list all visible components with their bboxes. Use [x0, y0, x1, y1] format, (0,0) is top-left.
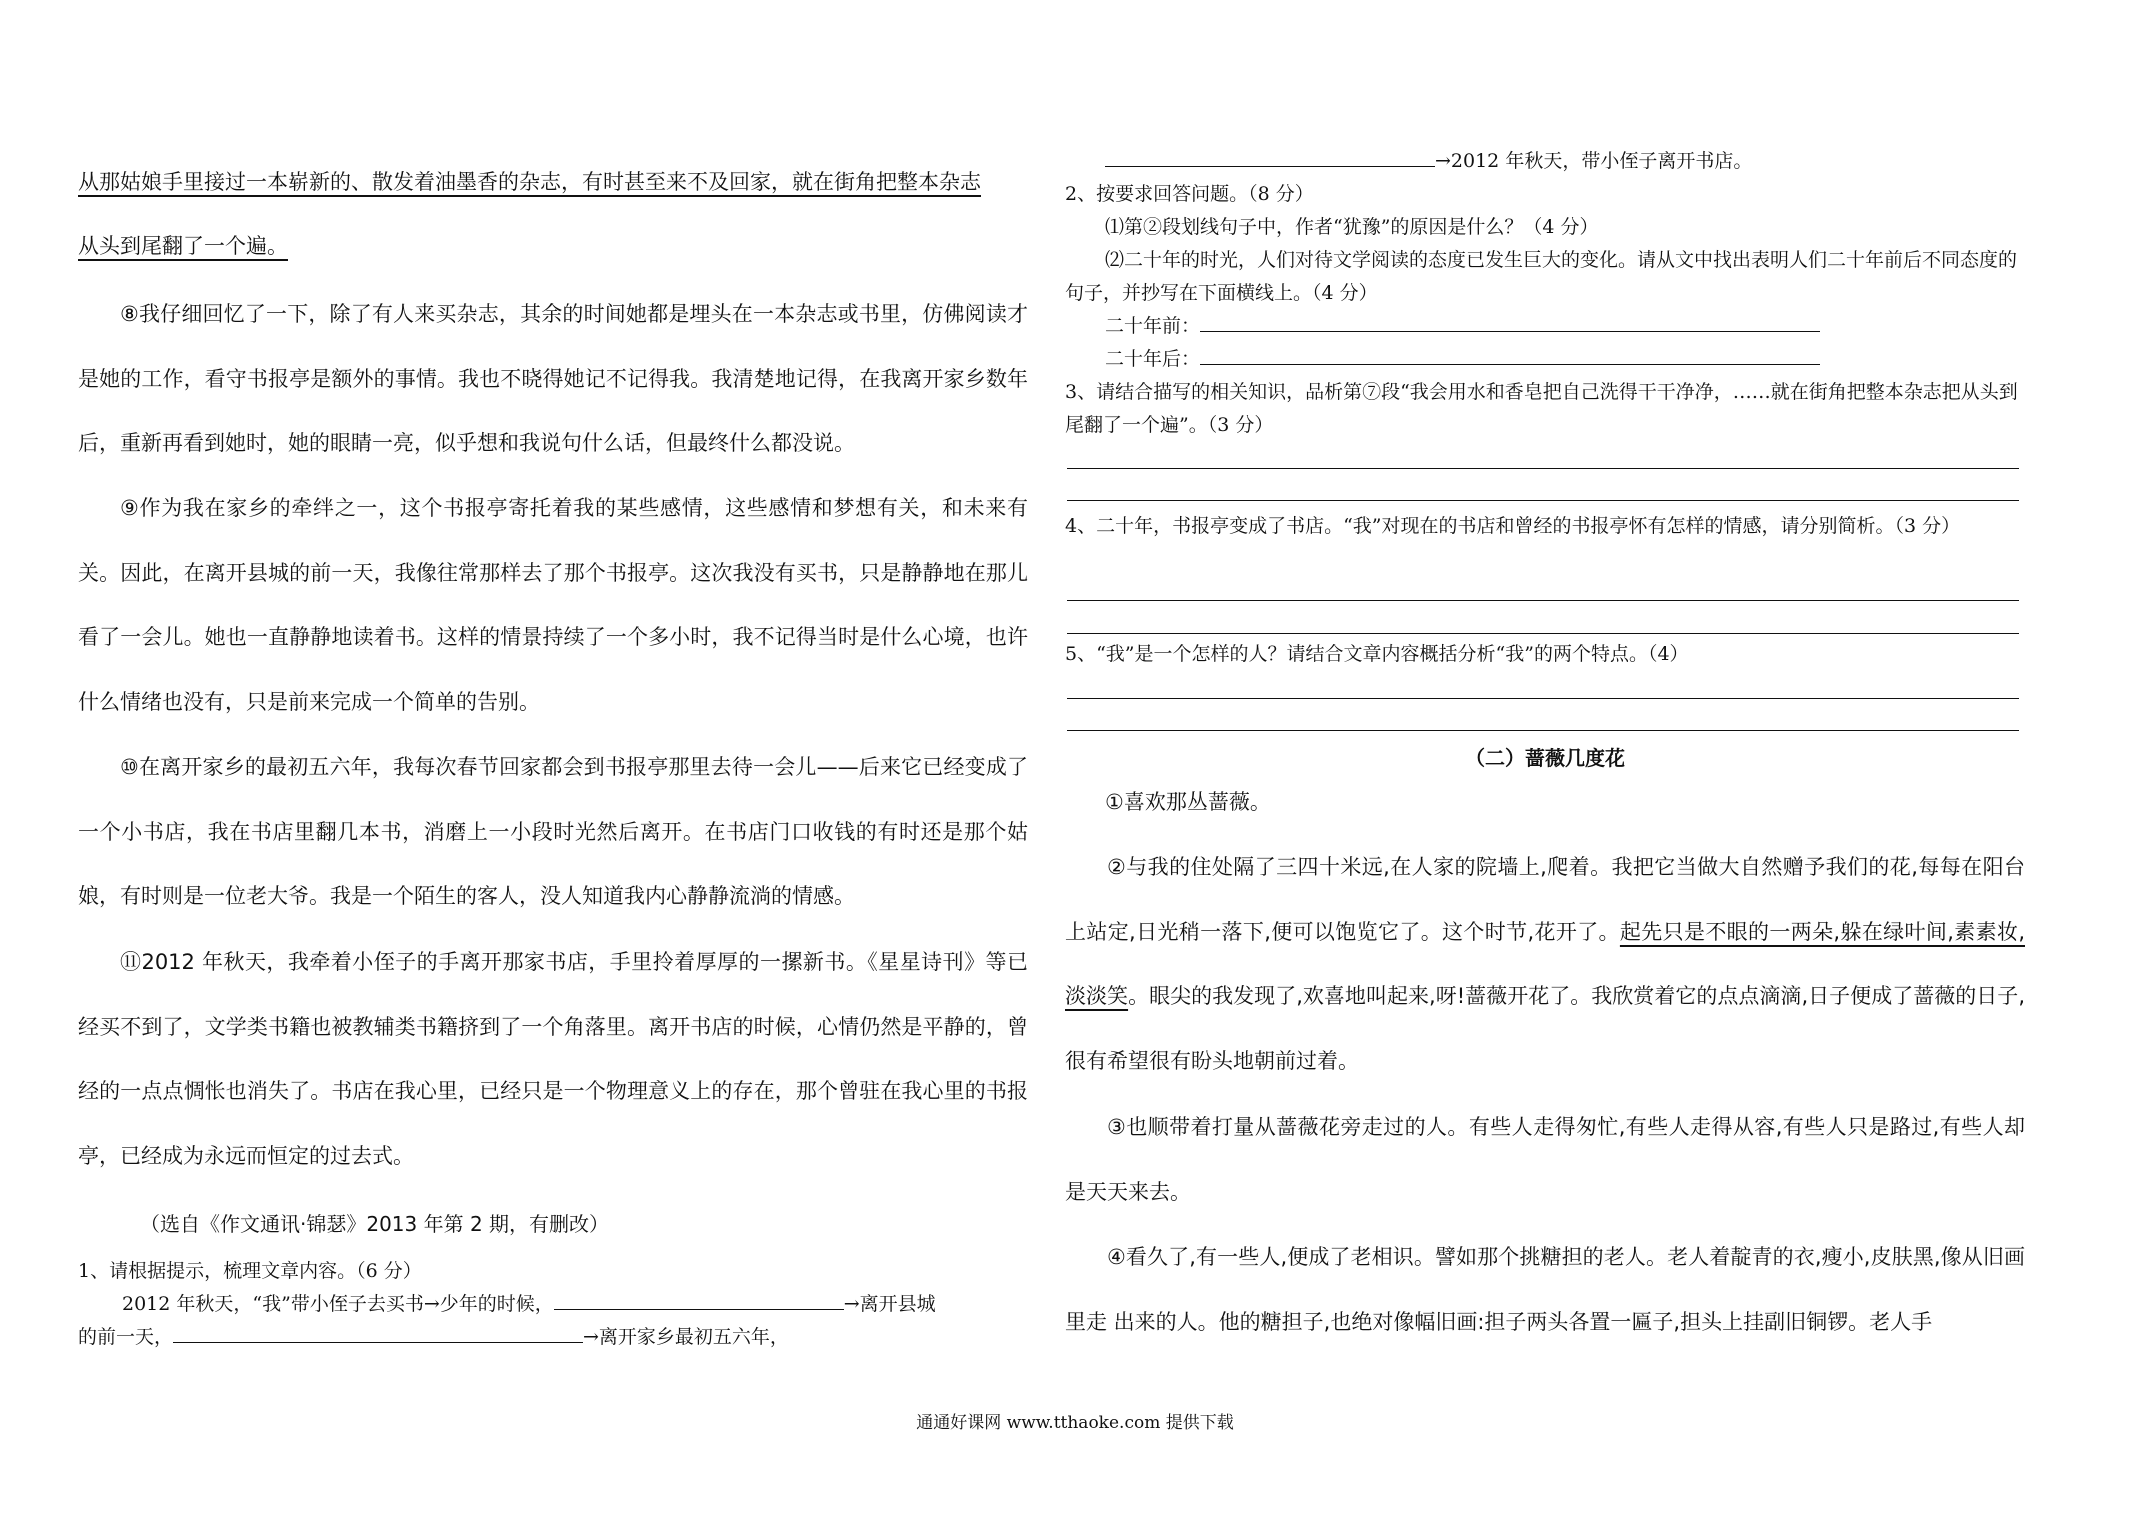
underlined-sentence: 起先只是不眼的一两朵,躲在绿叶间,素素妆,淡淡笑 — [1065, 919, 2025, 1008]
paragraph-7-continuation — [78, 150, 1028, 278]
underlined-sentence-line2: 从头到尾翻了一个遍。 — [78, 234, 288, 258]
source-citation: （选自《作文通讯·锦瑟》2013 年第 2 期，有删改） — [140, 1212, 610, 1236]
question-2-title: 2、按要求回答问题。（8 分） — [1065, 183, 1314, 205]
question-3: 3、请结合描写的相关知识，品析第⑦段“我会用水和香皂把自己洗得干干净净，……就在街角把整本杂志把从头到尾翻了一个遍”。（3 分） — [1065, 381, 2018, 436]
section-2-title: （二）蔷薇几度花 — [1465, 746, 1625, 770]
after-answer-line[interactable] — [1200, 346, 1820, 365]
q5-answer-line-1[interactable] — [1067, 698, 2019, 699]
paragraph-8: ⑧我仔细回忆了一下，除了有人来买杂志，其余的时间她都是埋头在一本杂志或书里，仿佛阅读才是她的工作，看守书报亭是额外的事情。我也不晓得她记不记得我。我清楚地记得，在我离开家乡数年后，重新再看到她时，她的眼睛一亮，似乎想和我说句什么话，但最终什么都没说。 — [78, 302, 1028, 455]
question-2-part2: ⑵二十年的时光，人们对待文学阅读的态度已发生巨大的变化。请从文中找出表明人们二十年前后不同态度的句子，并抄写在下面横线上。（4 分） — [1065, 249, 2018, 304]
paragraph-11: ⑪2012 年秋天，我牵着小侄子的手离开那家书店，手里拎着厚厚的一摞新书。《星星诗刊》等已经买不到了，文学类书籍也被教辅类书籍挤到了一个角落里。离开书店的时候，心情仍然是平静的，曾经的一点点惆怅也消失了。书店在我心里，已经只是一个物理意义上的存在，那个曾驻在我心里的书报亭，已经成为永远而恒定的过去式。 — [78, 950, 1028, 1168]
rose-paragraph-2: ②与我的住处隔了三四十米远,在人家的院墙上,爬着。我把它当做大自然赠予我们的花,每每在阳台上站定,日光稍一落下,便可以饱览它了。这个时节,花开了。起先只是不眼的一两朵,躲在绿叶间,素素妆,淡淡笑。眼尖的我发现了,欢喜地叫起来,呀!蔷薇开花了。我欣赏着它的点点滴滴,日子便成了蔷薇的日子,很有希望很有盼头地朝前过着。 — [1065, 855, 2025, 1073]
footer-credit: 通通好课网 www.tthaoke.com 提供下载 — [916, 1413, 1234, 1433]
underlined-sentence-line1: 从那姑娘手里接过一本崭新的、散发着油墨香的杂志，有时甚至来不及回家，就在街角把整本杂志 — [78, 170, 981, 194]
q4-answer-line-1[interactable] — [1067, 600, 2019, 601]
rose-paragraph-1: ①喜欢那丛蔷薇。 — [1105, 790, 1271, 814]
question-2-part1: ⑴第②段划线句子中，作者“犹豫”的原因是什么？（4 分） — [1105, 216, 1599, 238]
q3-answer-line-2[interactable] — [1067, 500, 2019, 501]
question-1-line1: 2012 年秋天，“我”带小侄子去买书→少年的时候， →离开县城 — [122, 1293, 936, 1315]
answer-blank-3[interactable] — [1105, 148, 1435, 167]
answer-blank-1[interactable] — [554, 1291, 844, 1310]
question-1-title: 1、请根据提示，梳理文章内容。（6 分） — [78, 1260, 422, 1282]
question-1-line2: 的前一天， →离开家乡最初五六年， — [78, 1326, 789, 1348]
question-4: 4、二十年，书报亭变成了书店。“我”对现在的书店和曾经的书报亭怀有怎样的情感，请分别简析。（3 分） — [1065, 515, 1961, 537]
paragraph-10: ⑩在离开家乡的最初五六年，我每次春节回家都会到书报亭那里去待一会儿——后来它已经变成了一个小书店，我在书店里翻几本书，消磨上一小段时光然后离开。在书店门口收钱的有时还是那个姑娘，有时则是一位老大爷。我是一个陌生的客人，没人知道我内心静静流淌的情感。 — [78, 755, 1028, 908]
rose-paragraph-3: ③也顺带着打量从蔷薇花旁走过的人。有些人走得匆忙,有些人走得从容,有些人只是路过,有些人却是天天来去。 — [1065, 1115, 2025, 1204]
paragraph-9: ⑨作为我在家乡的牵绊之一，这个书报亭寄托着我的某些感情，这些感情和梦想有关，和未来有关。因此，在离开县城的前一天，我像往常那样去了那个书报亭。这次我没有买书，只是静静地在那儿看了一会儿。她也一直静静地读着书。这样的情景持续了一个多小时，我不记得当时是什么心境，也许什么情绪也没有，只是前来完成一个简单的告别。 — [78, 496, 1028, 714]
q4-answer-line-2[interactable] — [1067, 633, 2019, 634]
answer-blank-2[interactable] — [173, 1324, 583, 1343]
q3-answer-line-1[interactable] — [1067, 468, 2019, 469]
question-2-before-row: 二十年前： — [1105, 310, 1820, 343]
question-2-after-row: 二十年后： — [1105, 343, 1820, 376]
rose-paragraph-4: ④看久了,有一些人,便成了老相识。譬如那个挑糖担的老人。老人着靛青的衣,瘦小,皮肤黑,像从旧画里走 出来的人。他的糖担子,也绝对像幅旧画:担子两头各置一匾子,担头上挂副旧铜锣。老人手 — [1065, 1245, 2025, 1334]
before-answer-line[interactable] — [1200, 313, 1820, 332]
question-1-line3: →2012 年秋天，带小侄子离开书店。 — [1105, 145, 2025, 178]
question-5: 5、“我”是一个怎样的人？请结合文章内容概括分析“我”的两个特点。（4） — [1065, 643, 1689, 665]
q5-answer-line-2[interactable] — [1067, 730, 2019, 731]
